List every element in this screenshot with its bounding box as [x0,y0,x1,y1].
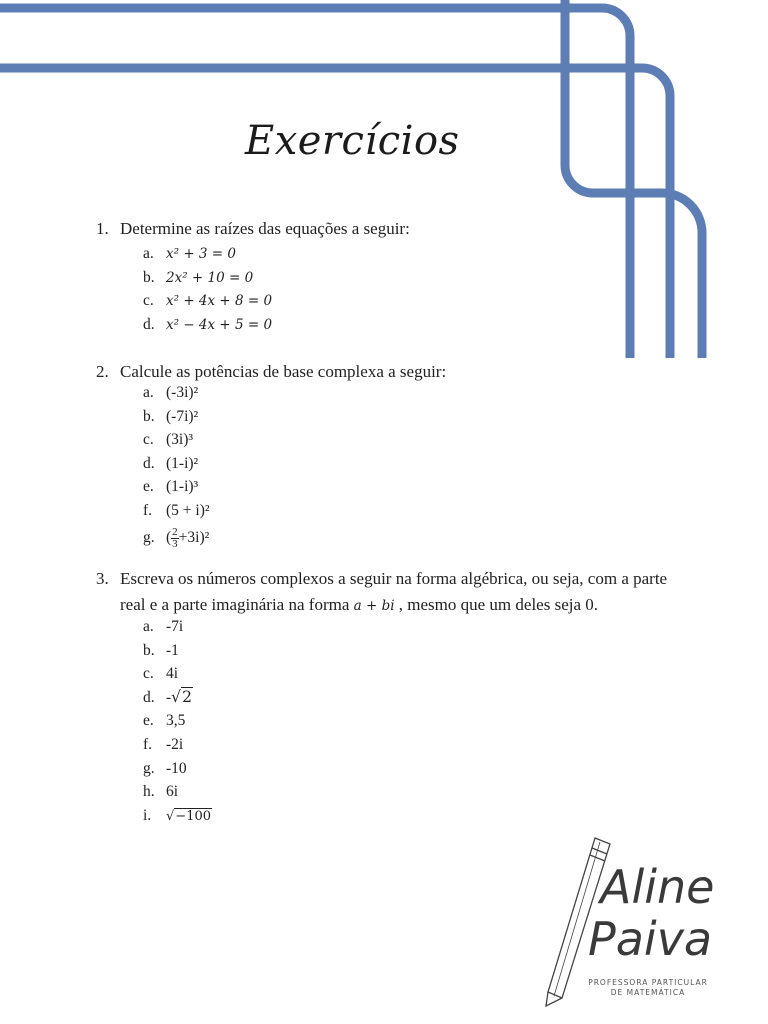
list-item: a. x² + 3 = 0 [143,245,236,262]
list-item: f. (5 + i)² [143,501,210,519]
equation: 2x² + 10 = 0 [166,269,254,286]
question-3-prompt: 3. Escreva os números complexos a seguir na forma algébrica, ou seja, com a parte real e a parte imaginária na forma a + bi , mesmo que um deles seja 0. [96,569,668,614]
list-item: d. -√2 [143,687,192,706]
list-item: g. -10 [143,759,187,777]
list-item: e. 3,5 [143,712,186,730]
list-item: d. (1-i)² [143,454,199,472]
list-item: b. -1 [143,641,179,659]
list-item: i. √−100 [143,806,212,824]
decorative-frame [0,0,768,360]
list-item: d. x² − 4x + 5 = 0 [143,315,273,333]
fraction: $\frac{2}{3}$ [172,525,178,550]
expression: (1-i)³ [166,478,199,496]
expression: ( $\frac{2}{3}$ +3i)² [166,525,210,550]
list-item: g. ( $\frac{2}{3}$ +3i)² [143,525,210,550]
list-item: c. (3i)³ [143,431,194,449]
question-1-items [143,242,272,336]
question-2-text: Calcule as potências de base complexa a seguir: [120,362,447,381]
logo-subtitle: PROFESSORA PARTICULAR DE MATEMÁTICA [588,978,708,997]
list-item: h. 6i [143,783,179,801]
logo-name-last: Paiva [588,912,713,966]
list-item: c. 4i [143,665,179,683]
question-1-text: Determine as raízes das equações a seguir: [120,219,410,238]
list-item: a. (-3i)² [143,384,199,401]
logo [540,830,730,1010]
question-1-prompt [96,218,410,240]
list-item: b. 2x² + 10 = 0 [143,268,254,286]
expression: (-7i)² [166,407,199,425]
list-item: e. (1-i)³ [143,478,199,496]
equation: x² − 4x + 5 = 0 [166,316,273,333]
expression: (1-i)² [166,454,199,472]
question-2-prompt [96,361,446,383]
expression: (5 + i)² [166,501,210,519]
question-2-items [143,381,210,553]
list-item: f. -2i [143,735,184,753]
list-item: a. -7i [143,618,184,635]
question-3-items [143,615,212,827]
expression: (-3i)² [166,384,199,401]
question-2-number: 2. [96,362,109,381]
square-root: √2 [171,687,192,706]
expression: (3i)³ [166,431,194,449]
question-1-number: 1. [96,219,109,238]
list-item: c. x² + 4x + 8 = 0 [143,292,273,310]
equation: x² + 4x + 8 = 0 [166,293,273,310]
equation: x² + 3 = 0 [166,246,236,262]
inline-formula: a + bi [353,598,395,614]
square-root: √−100 [166,808,212,824]
list-item: b. (-7i)² [143,407,199,425]
question-3-number: 3. [96,569,109,588]
page-title: Exercícios [245,118,460,164]
logo-name-first: Aline [600,860,715,914]
